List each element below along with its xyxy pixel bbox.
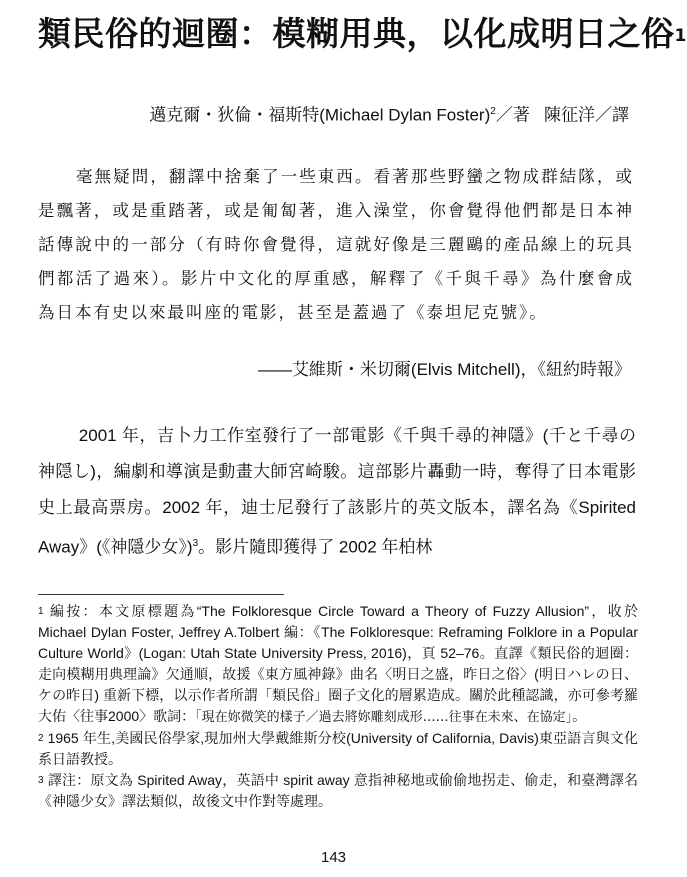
author-role: ／著 xyxy=(495,105,530,125)
footnote-text: 譯注：原文為 Spirited Away，英語中 spirit away 意指神秘地或偷偷地拐走、偷走，和臺灣譯名《神隱少女》譯法類似，故後文中作對等處理。 xyxy=(38,772,638,809)
body-footnote-ref[interactable]: 3 xyxy=(192,538,199,549)
footnote-text: 編按：本文原標題為“The Folkloresque Circle Toward a Theory of Fuzzy Allusion”，收於 Michael Dylan Foster, Jeffrey A.Tolbert 編：《The Folkloresque: Reframing Folklore in a Popular Culture World》(Logan: Utah State University Press, 2016)，頁 52–76。直譯《類民俗的迴圈：走向模糊用典理論》欠通順，故援《東方風神錄》曲名〈明日之盛，昨日之俗〉(明日ハレの日、ケの昨日) 重新下標，以示作者所謂「類民俗」圈子文化的層累造成。關於此種認識，亦可參考羅大佑〈往事2000〉歌詞： xyxy=(38,603,638,724)
footnote-1 xyxy=(38,601,638,728)
footnote-divider xyxy=(38,594,284,595)
footnotes xyxy=(38,601,638,812)
page-number: 143 xyxy=(320,849,347,866)
body-text-end: 。影片隨即獲得了 2002 年柏林 xyxy=(198,537,433,557)
author-name: 邁克爾・狄倫・福斯特(Michael Dylan Foster) xyxy=(149,105,491,125)
article-title-text: 類民俗的迴圈：模糊用典，以化成明日之俗 xyxy=(38,14,675,53)
footnote-quote: 「現在妳微笑的樣子／過去將妳雕刻成形……往事在未來、在協定」 xyxy=(195,710,573,725)
footnote-number: 1 xyxy=(38,606,44,617)
body-text-start: 2001 年，吉卜力工作室發行了一部電影《千與千尋的神隱》(千と千尋の神隠し)，編劇和導演是動畫大師宮崎駿。這部影片轟動一時，奪得了日本電影史上最高票房。2002 年，迪士尼發行了該影片的英文版本，譯名為《Spirited Away》(《神隱少女》) xyxy=(38,426,636,557)
translator-role: ／譯 xyxy=(595,105,629,125)
byline xyxy=(149,100,629,128)
author-footnote-ref[interactable]: 2 xyxy=(490,106,496,117)
epigraph: 毫無疑問，翻譯中捨棄了一些東西。看著那些野蠻之物成群結隊，或是飄著，或是重踏著，或是匍匐著，進入澡堂，你會覺得他們都是日本神話傳說中的一部分（有時你會覺得，這就好像是三麗鷗的產品線上的玩具們都活了過來）。影片中文化的厚重感，解釋了《千與千尋》為什麼會成為日本有史以來最叫座的電影，甚至是蓋過了《泰坦尼克號》。 xyxy=(38,167,634,322)
footnote-tail: 。 xyxy=(572,708,587,724)
footnote-3 xyxy=(38,770,638,812)
footnote-text: 1965 年生,美國民俗學家,現加州大學戴維斯分校(University of California, Davis)東亞語言與文化系日語教授。 xyxy=(38,730,638,767)
footnote-2 xyxy=(38,728,638,770)
article-title xyxy=(38,12,687,56)
translator-name: 陳征洋 xyxy=(544,105,595,125)
footnote-number: 3 xyxy=(38,775,44,786)
title-footnote-ref[interactable]: 1 xyxy=(674,26,687,46)
epigraph-attribution: ——艾維斯・米切爾(Elvis Mitchell)，《紐約時報》 xyxy=(257,360,631,379)
body-paragraph xyxy=(38,418,636,566)
footnote-number: 2 xyxy=(38,733,44,744)
